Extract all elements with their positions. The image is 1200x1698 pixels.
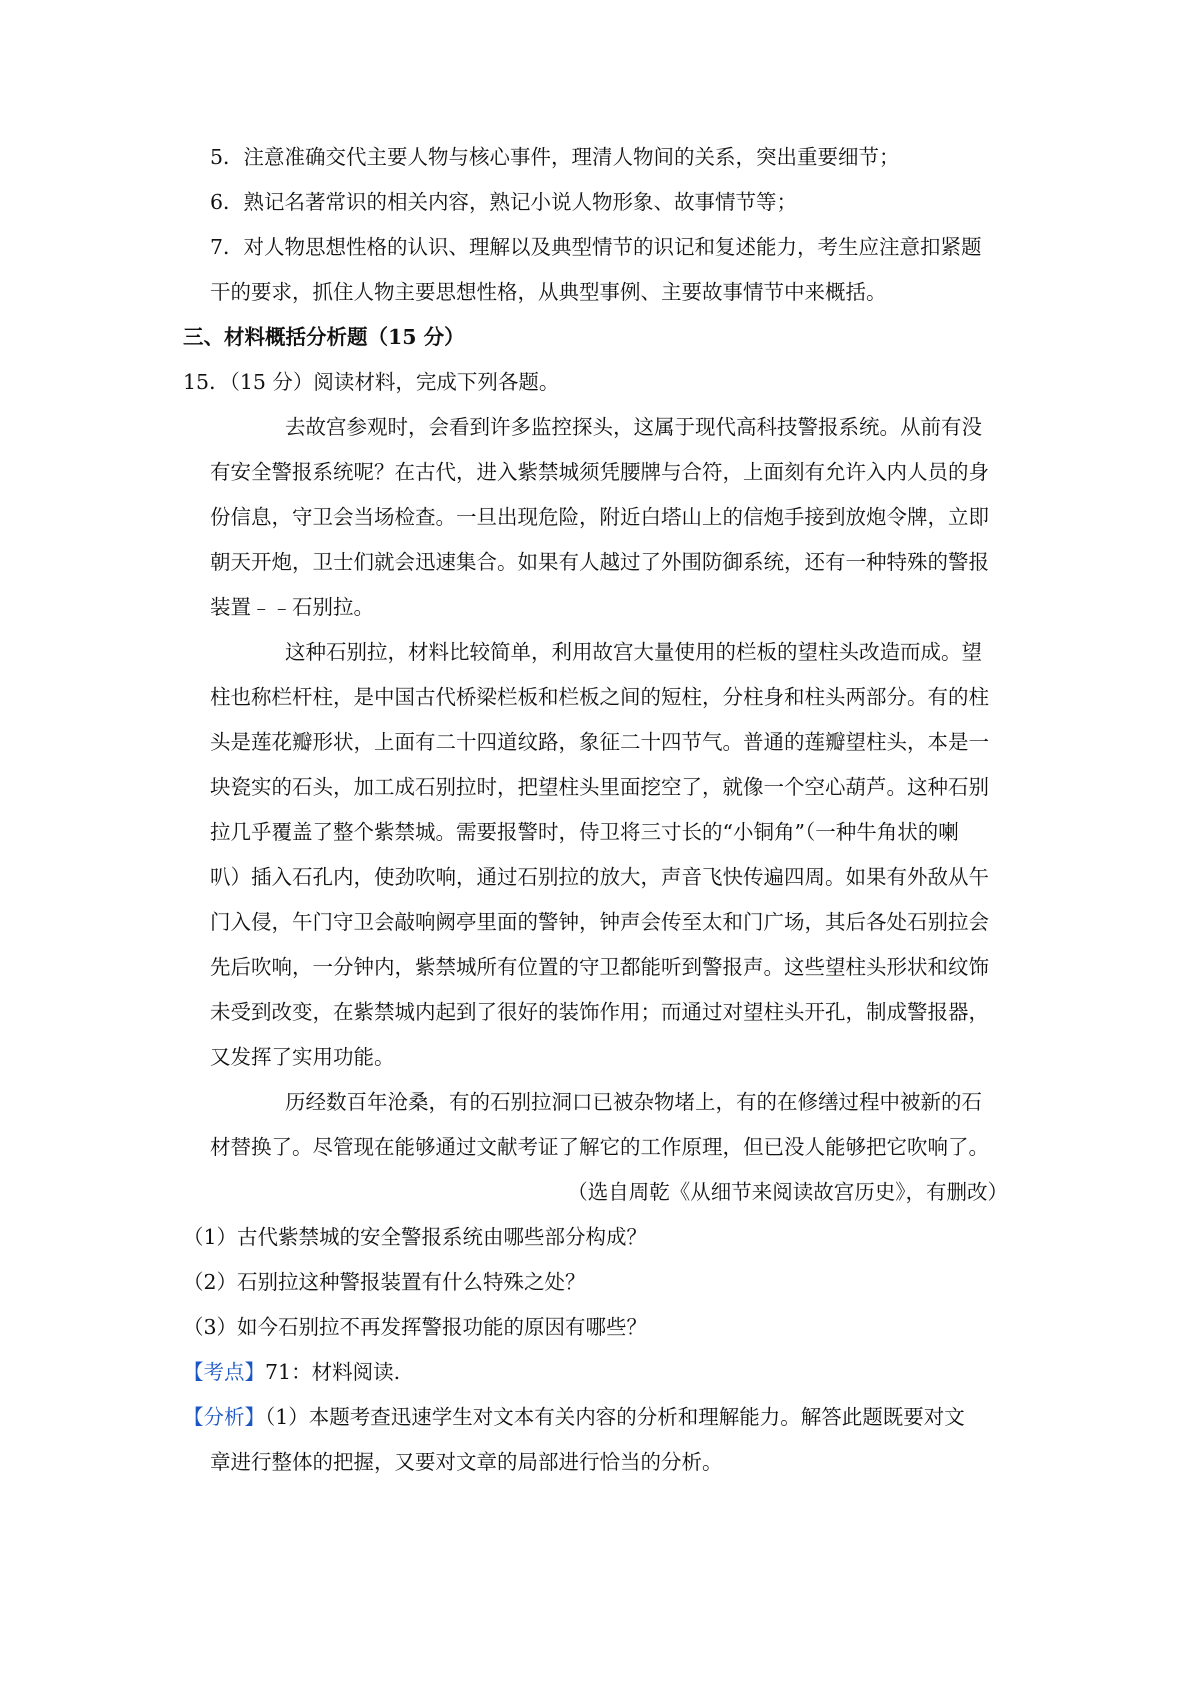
passage-p2-line: 先后吹响，一分钟内，紫禁城所有位置的守卫都能听到警报声。这些望柱头形状和纹饰 [210, 955, 989, 979]
tip-7-line-2: 干的要求，抓住人物主要思想性格，从典型事例、主要故事情节中来概括。 [210, 280, 887, 304]
tip-5: 5．注意准确交代主要人物与核心事件，理清人物间的关系，突出重要细节； [210, 145, 900, 169]
kaodian-tag: 【考点】 [183, 1360, 265, 1384]
passage-p1-line: 朝天开炮，卫士们就会迅速集合。如果有人越过了外围防御系统，还有一种特殊的警报 [210, 550, 989, 574]
passage-p2-line: 块瓷实的石头，加工成石别拉时，把望柱头里面挖空了，就像一个空心葫芦。这种石别 [210, 775, 989, 799]
fenxi-tag: 【分析】 [183, 1405, 265, 1429]
passage-p2-line: 叭）插入石孔内，使劲吹响，通过石别拉的放大，声音飞快传遍四周。如果有外敌从午 [210, 865, 989, 889]
passage-p1-line: 装置﹣﹣石别拉。 [210, 595, 374, 619]
passage-p1-line: 份信息，守卫会当场检查。一旦出现危险，附近白塔山上的信炮手接到放炮令牌，立即 [210, 505, 989, 529]
passage-p2-line: 未受到改变，在紫禁城内起到了很好的装饰作用；而通过对望柱头开孔，制成警报器， [210, 1000, 989, 1024]
passage-p2-line: 门入侵，午门守卫会敲响阙亭里面的警钟，钟声会传至太和门广场，其后各处石别拉会 [210, 910, 989, 934]
passage-p1-line: 去故宫参观时，会看到许多监控探头，这属于现代高科技警报系统。从前有没 [285, 415, 982, 439]
question-stem: 15．（15 分）阅读材料，完成下列各题。 [183, 370, 560, 394]
fenxi-row [183, 1403, 965, 1431]
tip-7-line-1: 7．对人物思想性格的认识、理解以及典型情节的识记和复述能力，考生应注意扣紧题 [210, 235, 982, 259]
passage-p3-line: 历经数百年沧桑，有的石别拉洞口已被杂物堵上，有的在修缮过程中被新的石 [285, 1090, 982, 1114]
kaodian-row [183, 1358, 400, 1386]
passage-source: （选自周乾《从细节来阅读故宫历史》，有删改） [567, 1180, 1008, 1204]
passage-p1-line: 有安全警报系统呢？在古代，进入紫禁城须凭腰牌与合符，上面刻有允许入内人员的身 [210, 460, 989, 484]
kaodian-text: 71：材料阅读. [265, 1360, 401, 1384]
tip-6: 6．熟记名著常识的相关内容，熟记小说人物形象、故事情节等； [210, 190, 798, 214]
sub-question-3: （3）如今石别拉不再发挥警报功能的原因有哪些？ [183, 1315, 648, 1339]
passage-p2-line: 这种石别拉，材料比较简单，利用故宫大量使用的栏板的望柱头改造而成。望 [285, 640, 982, 664]
sub-question-2: （2）石别拉这种警报装置有什么特殊之处？ [183, 1270, 586, 1294]
sub-question-1: （1）古代紫禁城的安全警报系统由哪些部分构成？ [183, 1225, 648, 1249]
section-heading: 三、材料概括分析题（15 分） [183, 325, 465, 349]
fenxi-text-line-2: 章进行整体的把握，又要对文章的局部进行恰当的分析。 [210, 1450, 723, 1474]
passage-p2-line: 头是莲花瓣形状，上面有二十四道纹路，象征二十四节气。普通的莲瓣望柱头，本是一 [210, 730, 989, 754]
passage-p2-line: 又发挥了实用功能。 [210, 1045, 395, 1069]
passage-p2-line: 拉几乎覆盖了整个紫禁城。需要报警时，侍卫将三寸长的“小铜角”（一种牛角状的喇 [210, 820, 959, 844]
passage-p3-line: 材替换了。尽管现在能够通过文献考证了解它的工作原理，但已没人能够把它吹响了。 [210, 1135, 989, 1159]
passage-p2-line: 柱也称栏杆柱，是中国古代桥梁栏板和栏板之间的短柱，分柱身和柱头两部分。有的柱 [210, 685, 989, 709]
fenxi-text: （1）本题考查迅速学生对文本有关内容的分析和理解能力。解答此题既要对文 [265, 1405, 965, 1429]
